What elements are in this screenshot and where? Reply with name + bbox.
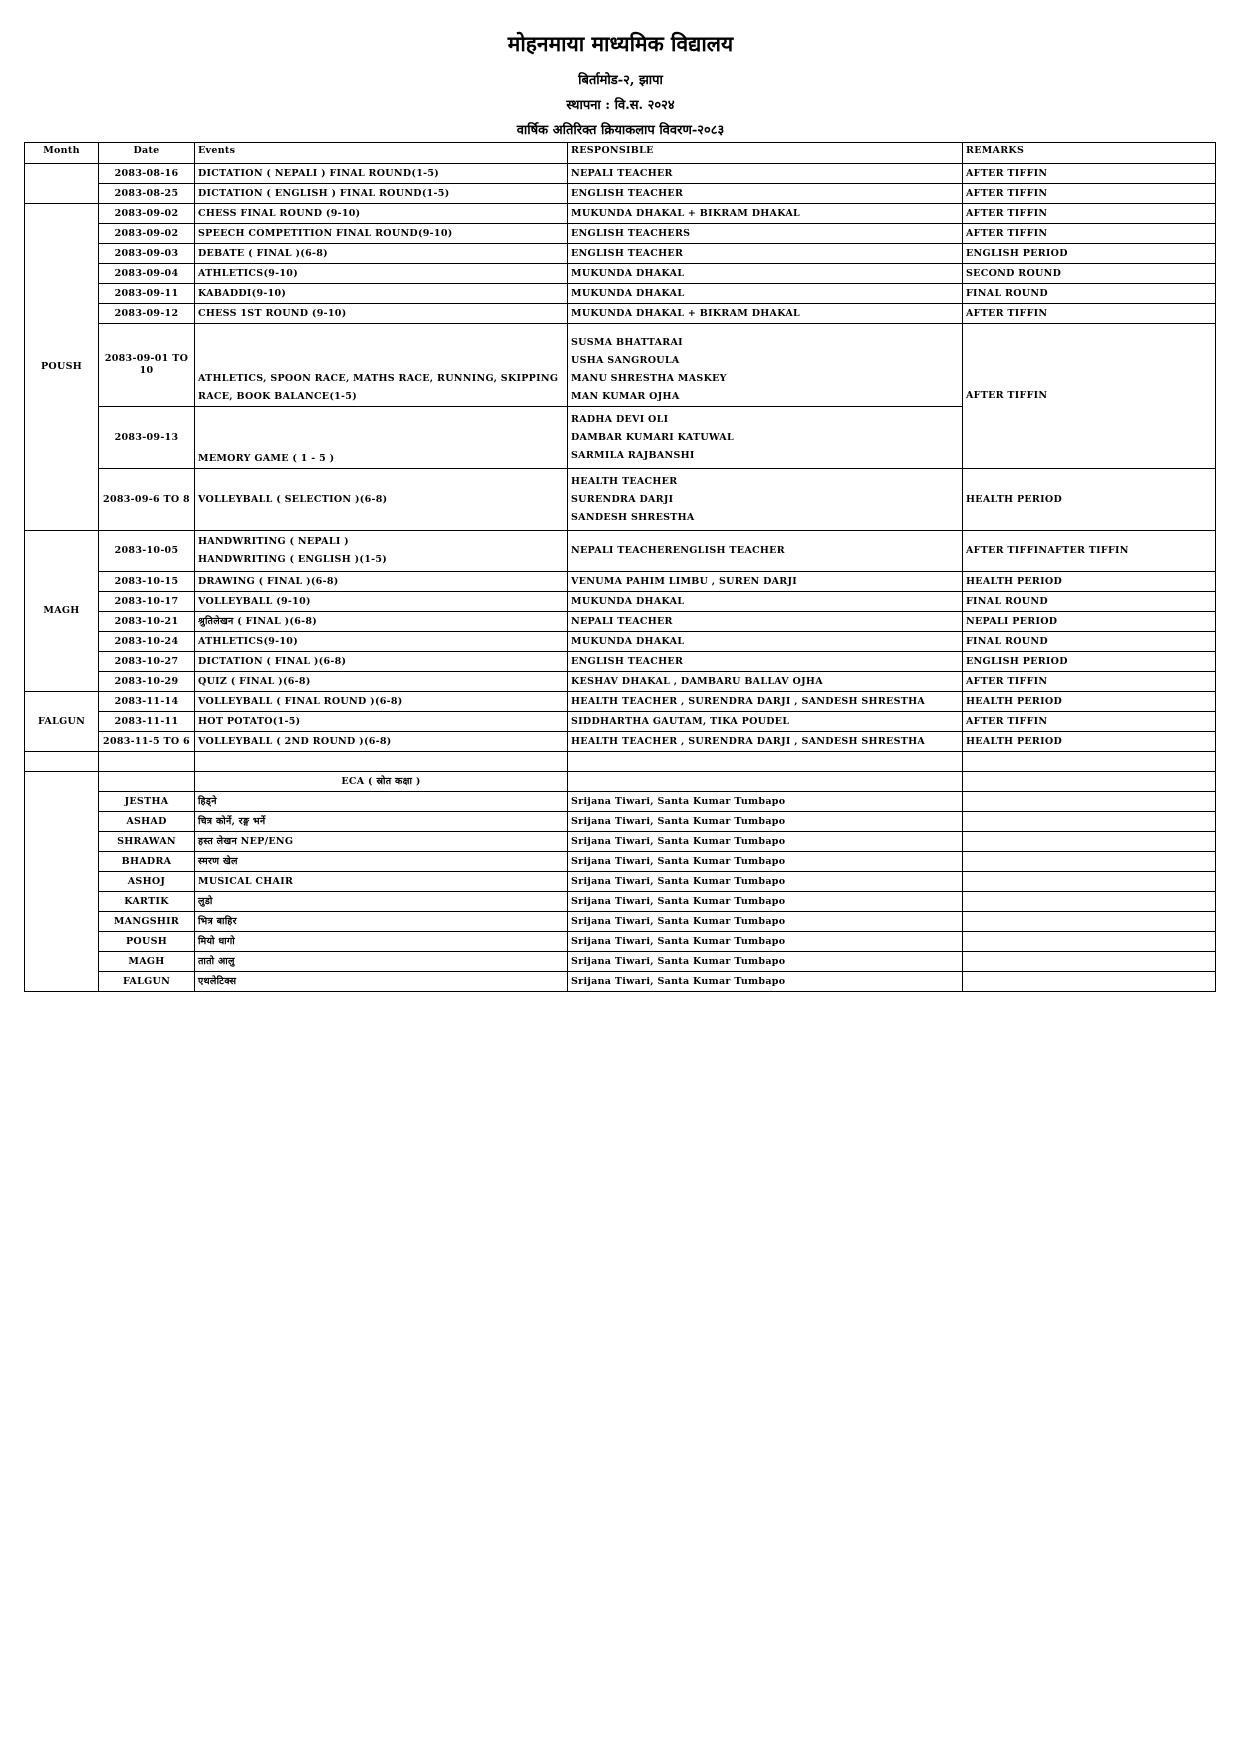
eca-responsible-cell: Srijana Tiwari, Santa Kumar Tumbapo xyxy=(568,892,963,912)
remarks-cell: HEALTH PERIOD xyxy=(963,732,1216,752)
table-row xyxy=(25,204,1216,224)
empty-cell xyxy=(195,752,568,772)
empty-cell xyxy=(963,912,1216,932)
responsible-cell: ENGLISH TEACHERS xyxy=(568,224,963,244)
date-cell: 2083-10-21 xyxy=(99,612,195,632)
eca-month-cell: JESTHA xyxy=(99,792,195,812)
eca-month-cell: BHADRA xyxy=(99,852,195,872)
eca-month-cell: MANGSHIR xyxy=(99,912,195,932)
date-cell: 2083-10-27 xyxy=(99,652,195,672)
date-cell: 2083-10-17 xyxy=(99,592,195,612)
empty-cell xyxy=(963,952,1216,972)
remarks-cell: FINAL ROUND xyxy=(963,632,1216,652)
table-row xyxy=(25,531,1216,572)
event-cell: MEMORY GAME ( 1 - 5 ) xyxy=(195,407,568,469)
remarks-cell: AFTER TIFFIN xyxy=(963,672,1216,692)
remarks-cell: NEPALI PERIOD xyxy=(963,612,1216,632)
school-name: मोहनमाया माध्यमिक विद्यालय xyxy=(507,31,734,56)
eca-responsible-cell: Srijana Tiwari, Santa Kumar Tumbapo xyxy=(568,972,963,992)
table-row xyxy=(25,469,1216,531)
eca-month-cell: ASHAD xyxy=(99,812,195,832)
eca-activity-cell: लुडो xyxy=(195,892,568,912)
event-cell: DICTATION ( FINAL )(6-8) xyxy=(195,652,568,672)
remarks-cell: AFTER TIFFIN xyxy=(963,712,1216,732)
eca-activity-cell: एथलेटिक्स xyxy=(195,972,568,992)
date-cell: 2083-09-03 xyxy=(99,244,195,264)
remarks-cell: HEALTH PERIOD xyxy=(963,469,1216,531)
date-cell: 2083-09-13 xyxy=(99,407,195,469)
table-row xyxy=(25,612,1216,632)
date-cell: 2083-09-6 TO 8 xyxy=(99,469,195,531)
month-cell-magh: MAGH xyxy=(25,531,99,692)
event-cell: VOLLEYBALL (9-10) xyxy=(195,592,568,612)
eca-row xyxy=(25,972,1216,992)
responsible-name: SUSMA BHATTARAI xyxy=(571,337,683,348)
responsible-name: MANU SHRESTHA MASKEY xyxy=(571,373,727,384)
empty-cell xyxy=(963,792,1216,812)
table-row xyxy=(25,572,1216,592)
responsible-cell: MUKUNDA DHAKAL xyxy=(568,284,963,304)
event-line: RACE, BOOK BALANCE(1-5) xyxy=(198,391,357,402)
eca-row xyxy=(25,832,1216,852)
eca-responsible-cell: Srijana Tiwari, Santa Kumar Tumbapo xyxy=(568,952,963,972)
responsible-cell: MUKUNDA DHAKAL + BIKRAM DHAKAL xyxy=(568,204,963,224)
responsible-cell: MUKUNDA DHAKAL xyxy=(568,264,963,284)
eca-month-cell: SHRAWAN xyxy=(99,832,195,852)
eca-responsible-cell: Srijana Tiwari, Santa Kumar Tumbapo xyxy=(568,832,963,852)
eca-activity-cell: हिड्ने xyxy=(195,792,568,812)
event-cell: VOLLEYBALL ( FINAL ROUND )(6-8) xyxy=(195,692,568,712)
eca-row xyxy=(25,952,1216,972)
table-row xyxy=(25,164,1216,184)
event-line: ATHLETICS, SPOON RACE, MATHS RACE, RUNNING, SKIPPING xyxy=(198,373,559,384)
eca-row xyxy=(25,932,1216,952)
col-header-events: Events xyxy=(195,143,568,164)
date-cell: 2083-09-12 xyxy=(99,304,195,324)
responsible-name: MAN KUMAR OJHA xyxy=(571,391,680,402)
event-cell: ATHLETICS(9-10) xyxy=(195,264,568,284)
table-row xyxy=(25,652,1216,672)
col-header-month: Month xyxy=(25,143,99,164)
table-row xyxy=(25,712,1216,732)
eca-activity-cell: MUSICAL CHAIR xyxy=(195,872,568,892)
table-row xyxy=(25,632,1216,652)
remarks-cell: AFTER TIFFINAFTER TIFFIN xyxy=(963,531,1216,572)
remarks-cell: FINAL ROUND xyxy=(963,284,1216,304)
remarks-cell: ENGLISH PERIOD xyxy=(963,652,1216,672)
responsible-cell: ENGLISH TEACHER xyxy=(568,244,963,264)
table-row xyxy=(25,304,1216,324)
remarks-cell: AFTER TIFFIN xyxy=(963,184,1216,204)
col-header-date: Date xyxy=(99,143,195,164)
table-row xyxy=(25,592,1216,612)
month-cell-falgun: FALGUN xyxy=(25,692,99,752)
responsible-name: SURENDRA DARJI xyxy=(571,493,674,505)
responsible-cell: SIDDHARTHA GAUTAM, TIKA POUDEL xyxy=(568,712,963,732)
event-cell: HOT POTATO(1-5) xyxy=(195,712,568,732)
table-header-row xyxy=(25,143,1216,164)
eca-month-cell: FALGUN xyxy=(99,972,195,992)
event-cell: CHESS 1ST ROUND (9-10) xyxy=(195,304,568,324)
responsible-cell xyxy=(568,469,963,531)
responsible-cell: KESHAV DHAKAL , DAMBARU BALLAV OJHA xyxy=(568,672,963,692)
established-year: स्थापना : वि.स. २०२४ xyxy=(566,98,675,113)
event-cell: KABADDI(9-10) xyxy=(195,284,568,304)
empty-cell xyxy=(963,852,1216,872)
responsible-cell: NEPALI TEACHER xyxy=(568,612,963,632)
event-cell: DEBATE ( FINAL )(6-8) xyxy=(195,244,568,264)
responsible-cell: VENUMA PAHIM LIMBU , SUREN DARJI xyxy=(568,572,963,592)
eca-activity-cell: भित्र बाहिर xyxy=(195,912,568,932)
remarks-cell: AFTER TIFFIN xyxy=(963,204,1216,224)
empty-cell xyxy=(963,972,1216,992)
empty-cell xyxy=(963,772,1216,792)
responsible-name: DAMBAR KUMARI KATUWAL xyxy=(571,431,734,443)
responsible-name: USHA SANGROULA xyxy=(571,355,680,366)
event-cell: DICTATION ( ENGLISH ) FINAL ROUND(1-5) xyxy=(195,184,568,204)
date-cell: 2083-08-16 xyxy=(99,164,195,184)
month-cell-poush: POUSH xyxy=(25,204,99,531)
date-cell: 2083-10-15 xyxy=(99,572,195,592)
event-cell: SPEECH COMPETITION FINAL ROUND(9-10) xyxy=(195,224,568,244)
date-cell: 2083-11-14 xyxy=(99,692,195,712)
responsible-cell: HEALTH TEACHER , SURENDRA DARJI , SANDESH SHRESTHA xyxy=(568,732,963,752)
table-row xyxy=(25,244,1216,264)
eca-month-cell: MAGH xyxy=(99,952,195,972)
responsible-cell: HEALTH TEACHER , SURENDRA DARJI , SANDESH SHRESTHA xyxy=(568,692,963,712)
responsible-cell xyxy=(568,407,963,469)
eca-responsible-cell: Srijana Tiwari, Santa Kumar Tumbapo xyxy=(568,872,963,892)
empty-row xyxy=(25,752,1216,772)
col-header-responsible: RESPONSIBLE xyxy=(568,143,963,164)
eca-title-row xyxy=(25,772,1216,792)
eca-responsible-cell: Srijana Tiwari, Santa Kumar Tumbapo xyxy=(568,792,963,812)
table-row xyxy=(25,324,1216,407)
event-line: HANDWRITING ( ENGLISH )(1-5) xyxy=(198,554,388,565)
date-cell: 2083-09-04 xyxy=(99,264,195,284)
table-row xyxy=(25,692,1216,712)
eca-title: ECA ( स्रोत कक्षा ) xyxy=(195,772,568,792)
remarks-cell: HEALTH PERIOD xyxy=(963,572,1216,592)
col-header-remarks: REMARKS xyxy=(963,143,1216,164)
responsible-name: SANDESH SHRESTHA xyxy=(571,511,695,523)
responsible-name: HEALTH TEACHER xyxy=(571,475,678,487)
date-cell: 2083-10-24 xyxy=(99,632,195,652)
event-cell: VOLLEYBALL ( SELECTION )(6-8) xyxy=(195,469,568,531)
table-row xyxy=(25,224,1216,244)
date-cell: 2083-09-02 xyxy=(99,224,195,244)
empty-cell xyxy=(963,752,1216,772)
responsible-name: SARMILA RAJBANSHI xyxy=(571,449,695,461)
month-cell-empty xyxy=(25,164,99,204)
empty-cell xyxy=(99,772,195,792)
empty-cell xyxy=(963,832,1216,852)
empty-cell xyxy=(963,892,1216,912)
date-cell: 2083-11-5 TO 6 xyxy=(99,732,195,752)
empty-cell xyxy=(25,752,99,772)
date-cell: 2083-10-05 xyxy=(99,531,195,572)
event-line: HANDWRITING ( NEPALI ) xyxy=(198,536,349,547)
event-cell: VOLLEYBALL ( 2ND ROUND )(6-8) xyxy=(195,732,568,752)
event-cell: ATHLETICS(9-10) xyxy=(195,632,568,652)
eca-activity-cell: मियो धागो xyxy=(195,932,568,952)
table-row xyxy=(25,284,1216,304)
eca-activity-cell: तातो आलु xyxy=(195,952,568,972)
date-cell: 2083-10-29 xyxy=(99,672,195,692)
remarks-cell: AFTER TIFFIN xyxy=(963,324,1216,469)
empty-cell xyxy=(963,812,1216,832)
event-cell xyxy=(195,324,568,407)
responsible-name: RADHA DEVI OLI xyxy=(571,413,669,425)
eca-month-cell: KARTIK xyxy=(99,892,195,912)
empty-cell xyxy=(963,872,1216,892)
date-cell: 2083-09-01 TO 10 xyxy=(99,324,195,407)
remarks-cell: AFTER TIFFIN xyxy=(963,224,1216,244)
empty-cell xyxy=(568,772,963,792)
date-cell: 2083-11-11 xyxy=(99,712,195,732)
event-cell: DRAWING ( FINAL )(6-8) xyxy=(195,572,568,592)
table-row xyxy=(25,672,1216,692)
eca-activity-cell: चित्र कोर्ने, रङ्ग भर्ने xyxy=(195,812,568,832)
responsible-cell: MUKUNDA DHAKAL xyxy=(568,592,963,612)
remarks-cell: ENGLISH PERIOD xyxy=(963,244,1216,264)
remarks-cell: HEALTH PERIOD xyxy=(963,692,1216,712)
responsible-cell: NEPALI TEACHER xyxy=(568,164,963,184)
responsible-cell: ENGLISH TEACHER xyxy=(568,184,963,204)
eca-row xyxy=(25,792,1216,812)
remarks-cell: AFTER TIFFIN xyxy=(963,304,1216,324)
responsible-cell xyxy=(568,324,963,407)
event-cell: CHESS FINAL ROUND (9-10) xyxy=(195,204,568,224)
empty-cell xyxy=(568,752,963,772)
responsible-cell: MUKUNDA DHAKAL + BIKRAM DHAKAL xyxy=(568,304,963,324)
eca-row xyxy=(25,872,1216,892)
date-cell: 2083-09-11 xyxy=(99,284,195,304)
eca-row xyxy=(25,892,1216,912)
remarks-cell: AFTER TIFFIN xyxy=(963,164,1216,184)
date-cell: 2083-09-02 xyxy=(99,204,195,224)
document-subtitle: वार्षिक अतिरिक्त क्रियाकलाप विवरण-२०८३ xyxy=(516,123,725,138)
event-cell: DICTATION ( NEPALI ) FINAL ROUND(1-5) xyxy=(195,164,568,184)
school-address: बिर्तामोड-२, झापा xyxy=(578,73,663,88)
responsible-cell: ENGLISH TEACHER xyxy=(568,652,963,672)
remarks-cell: FINAL ROUND xyxy=(963,592,1216,612)
eca-month-cell: ASHOJ xyxy=(99,872,195,892)
remarks-cell: SECOND ROUND xyxy=(963,264,1216,284)
empty-cell xyxy=(963,932,1216,952)
month-cell-empty xyxy=(25,772,99,992)
date-cell: 2083-08-25 xyxy=(99,184,195,204)
table-row xyxy=(25,184,1216,204)
eca-row xyxy=(25,812,1216,832)
table-row xyxy=(25,732,1216,752)
empty-cell xyxy=(99,752,195,772)
table-row xyxy=(25,264,1216,284)
activity-schedule-table xyxy=(24,142,1216,992)
eca-activity-cell: स्मरण खेल xyxy=(195,852,568,872)
eca-row xyxy=(25,852,1216,872)
event-cell xyxy=(195,531,568,572)
eca-responsible-cell: Srijana Tiwari, Santa Kumar Tumbapo xyxy=(568,912,963,932)
eca-responsible-cell: Srijana Tiwari, Santa Kumar Tumbapo xyxy=(568,812,963,832)
eca-row xyxy=(25,912,1216,932)
event-cell: QUIZ ( FINAL )(6-8) xyxy=(195,672,568,692)
responsible-cell: MUKUNDA DHAKAL xyxy=(568,632,963,652)
responsible-cell: NEPALI TEACHERENGLISH TEACHER xyxy=(568,531,963,572)
eca-responsible-cell: Srijana Tiwari, Santa Kumar Tumbapo xyxy=(568,852,963,872)
event-cell: श्रुतिलेखन ( FINAL )(6-8) xyxy=(195,612,568,632)
eca-responsible-cell: Srijana Tiwari, Santa Kumar Tumbapo xyxy=(568,932,963,952)
eca-activity-cell: हस्त लेखन NEP/ENG xyxy=(195,832,568,852)
eca-month-cell: POUSH xyxy=(99,932,195,952)
